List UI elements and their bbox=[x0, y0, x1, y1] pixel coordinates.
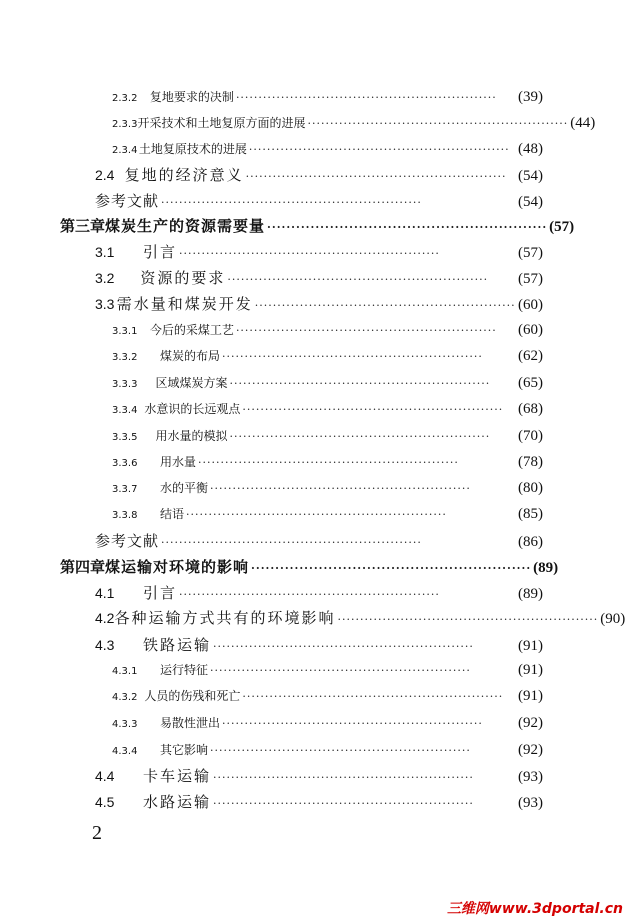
section-title: 用水量 bbox=[160, 455, 197, 469]
section-number: 3.3.7 bbox=[112, 484, 138, 495]
toc-entry-2-3-3 bbox=[112, 114, 596, 132]
chapter-title: 煤炭生产的资源需要量 bbox=[105, 217, 266, 235]
section-title: 结语 bbox=[160, 507, 185, 521]
section-title: 引言 bbox=[143, 243, 178, 261]
toc-entry-3-3-6 bbox=[112, 453, 543, 471]
leader-dots: ·························································· bbox=[179, 588, 440, 601]
leader-dots: ·························································· bbox=[186, 508, 447, 521]
section-title: 水的平衡 bbox=[160, 481, 209, 495]
leader-dots: ·························································· bbox=[161, 536, 422, 549]
page-number: (57) bbox=[518, 245, 543, 261]
leader-dots: ·························································· bbox=[254, 299, 516, 312]
page-number: (90) bbox=[600, 611, 626, 627]
page-number: (57) bbox=[549, 219, 575, 235]
page-number: (48) bbox=[518, 141, 543, 157]
section-title: 复地要求的决制 bbox=[149, 90, 234, 104]
leader-dots: ·························································· bbox=[222, 717, 483, 730]
section-number: 3.3.8 bbox=[112, 510, 138, 521]
page-number: (91) bbox=[518, 688, 543, 704]
leader-dots: ·························································· bbox=[222, 350, 483, 363]
section-title: 水意识的长远观点 bbox=[144, 402, 241, 416]
page-number: (54) bbox=[518, 194, 543, 210]
toc-entry-3-3-3 bbox=[112, 374, 543, 392]
page-number: (60) bbox=[518, 297, 543, 313]
section-number: 3.3.2 bbox=[112, 352, 138, 363]
page-number: (57) bbox=[518, 271, 543, 287]
leader-dots: ·························································· bbox=[242, 690, 504, 703]
section-number: 3.3.1 bbox=[112, 326, 138, 337]
page-number: (89) bbox=[533, 560, 559, 576]
section-number: 3.3 bbox=[95, 296, 115, 312]
section-number: 3.3.3 bbox=[112, 379, 138, 390]
page-number: (80) bbox=[518, 480, 543, 496]
section-number: 3.3.6 bbox=[112, 458, 138, 469]
leader-dots: ·························································· bbox=[245, 170, 507, 183]
leader-dots: ·························································· bbox=[235, 324, 497, 337]
chapter-title: 煤运输对环境的影响 bbox=[105, 558, 250, 576]
leader-dots: ·························································· bbox=[248, 143, 510, 156]
page-number: (86) bbox=[518, 534, 543, 550]
section-number: 2.3.3 bbox=[112, 119, 138, 130]
toc-entry-4-4 bbox=[95, 765, 543, 786]
page-number: (68) bbox=[518, 401, 543, 417]
toc-entry-references bbox=[95, 190, 543, 211]
toc-entry-references bbox=[95, 530, 543, 551]
section-number: 4.3.1 bbox=[112, 666, 138, 677]
section-number: 2.3.2 bbox=[112, 93, 138, 104]
section-number: 3.2 bbox=[95, 270, 115, 286]
toc-entry-3-2 bbox=[95, 267, 543, 288]
section-title: 用水量的模拟 bbox=[155, 429, 228, 443]
section-title: 参考文献 bbox=[95, 192, 160, 210]
page-number: (70) bbox=[518, 428, 543, 444]
toc-chapter-3 bbox=[60, 215, 575, 236]
leader-dots: ·························································· bbox=[229, 377, 491, 390]
page-number: (85) bbox=[518, 506, 543, 522]
section-title: 煤炭的布局 bbox=[160, 349, 221, 363]
watermark: 三维网www.3dportal.cn bbox=[410, 898, 629, 920]
section-number: 4.3.2 bbox=[112, 692, 138, 703]
section-number: 4.3.4 bbox=[112, 746, 138, 757]
leader-dots: ·························································· bbox=[210, 664, 471, 677]
section-title: 其它影响 bbox=[160, 743, 209, 757]
section-number: 4.3 bbox=[95, 637, 115, 653]
toc-entry-2-4 bbox=[95, 164, 543, 185]
leader-dots: ·························································· bbox=[307, 117, 569, 130]
section-number: 4.1 bbox=[95, 585, 115, 601]
leader-dots: ·························································· bbox=[229, 430, 491, 443]
toc-chapter-4 bbox=[60, 556, 559, 577]
leader-dots: ·························································· bbox=[179, 247, 440, 260]
chapter-number: 第三章 bbox=[60, 217, 106, 235]
leader-dots: ·························································· bbox=[198, 456, 459, 469]
toc-entry-4-3-4 bbox=[112, 741, 543, 759]
leader-dots: ·························································· bbox=[210, 744, 471, 757]
toc-entry-4-3-2 bbox=[112, 687, 543, 705]
section-title: 水路运输 bbox=[143, 793, 212, 811]
leader-dots: ·························································· bbox=[161, 196, 422, 209]
toc-entry-3-3-4 bbox=[112, 400, 543, 418]
section-title: 易散性泄出 bbox=[160, 716, 221, 730]
section-title: 复地的经济意义 bbox=[124, 166, 244, 184]
section-title: 卡车运输 bbox=[143, 767, 212, 785]
section-number: 2.3.4 bbox=[112, 145, 138, 156]
section-number: 4.4 bbox=[95, 768, 115, 784]
page-number: (92) bbox=[518, 742, 543, 758]
section-title: 今后的采煤工艺 bbox=[149, 323, 234, 337]
page-number: (54) bbox=[518, 168, 543, 184]
section-number: 4.2 bbox=[95, 610, 115, 626]
section-number: 4.3.3 bbox=[112, 719, 138, 730]
leader-dots: ·························································· bbox=[213, 640, 474, 653]
section-number: 2.4 bbox=[95, 167, 115, 183]
page-number: (65) bbox=[518, 375, 543, 391]
page-number: (89) bbox=[518, 586, 543, 602]
page-number: (60) bbox=[518, 322, 543, 338]
toc-entry-3-3-8 bbox=[112, 505, 543, 523]
toc-entry-2-3-4 bbox=[112, 140, 543, 158]
chapter-number: 第四章 bbox=[60, 558, 106, 576]
leader-dots: ·························································· bbox=[227, 273, 489, 286]
section-title: 土地复原技术的进展 bbox=[138, 142, 247, 156]
section-title: 区域煤炭方案 bbox=[155, 376, 228, 390]
toc-entry-4-3 bbox=[95, 634, 543, 655]
section-title: 需水量和煤炭开发 bbox=[116, 295, 253, 313]
section-number: 3.1 bbox=[95, 244, 115, 260]
page-number: (78) bbox=[518, 454, 543, 470]
toc-entry-3-1 bbox=[95, 241, 543, 262]
toc-entry-3-3-1 bbox=[112, 321, 543, 339]
section-title: 铁路运输 bbox=[143, 636, 212, 654]
page-number: (92) bbox=[518, 715, 543, 731]
toc-entry-3-3-7 bbox=[112, 479, 543, 497]
leader-dots: ·························································· bbox=[210, 482, 471, 495]
page-number: (91) bbox=[518, 662, 543, 678]
page-number: (39) bbox=[518, 89, 543, 105]
page-number: (91) bbox=[518, 638, 543, 654]
page-number: (62) bbox=[518, 348, 543, 364]
section-number: 3.3.4 bbox=[112, 405, 138, 416]
section-number: 4.5 bbox=[95, 794, 115, 810]
section-number: 3.3.5 bbox=[112, 432, 138, 443]
page-number: (93) bbox=[518, 769, 543, 785]
leader-dots: ·························································· bbox=[213, 771, 474, 784]
leader-dots: ·························································· bbox=[242, 403, 504, 416]
toc-entry-3-3-2 bbox=[112, 347, 543, 365]
section-title: 运行特征 bbox=[160, 663, 209, 677]
leader-dots: ·························································· bbox=[337, 613, 599, 626]
toc-entry-3-3-5 bbox=[112, 427, 543, 445]
section-title: 开采技术和土地复原方面的进展 bbox=[137, 116, 306, 130]
toc-entry-4-3-3 bbox=[112, 714, 543, 732]
leader-dots: ·························································· bbox=[235, 91, 497, 104]
toc-entry-3-3 bbox=[95, 293, 543, 314]
section-title: 各种运输方式共有的环境影响 bbox=[114, 609, 336, 627]
toc-entry-2-3-2 bbox=[112, 88, 543, 106]
toc-entry-4-5 bbox=[95, 791, 543, 812]
page-number: (93) bbox=[518, 795, 543, 811]
leader-dots: ·························································· bbox=[267, 221, 548, 234]
page-folio: 2 bbox=[92, 822, 102, 844]
leader-dots: ·························································· bbox=[213, 797, 474, 810]
page-number: (44) bbox=[570, 115, 596, 131]
section-title: 资源的要求 bbox=[140, 269, 226, 287]
toc-entry-4-1 bbox=[95, 582, 543, 603]
leader-dots: ·························································· bbox=[251, 562, 532, 575]
section-title: 参考文献 bbox=[95, 532, 160, 550]
section-title: 人员的伤残和死亡 bbox=[144, 689, 241, 703]
section-title: 引言 bbox=[143, 584, 178, 602]
toc-entry-4-2 bbox=[95, 607, 626, 628]
toc-entry-4-3-1 bbox=[112, 661, 543, 679]
